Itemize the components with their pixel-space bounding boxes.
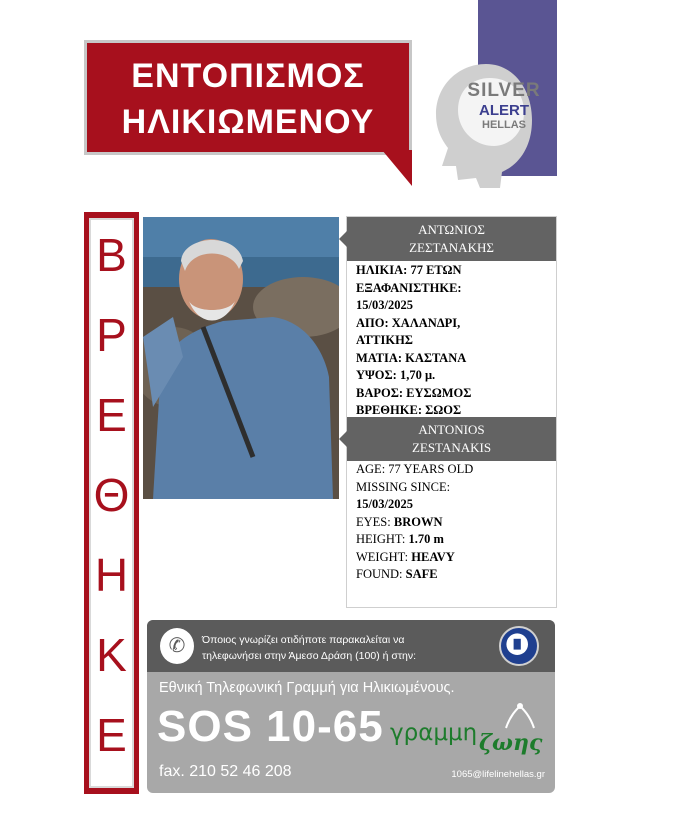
phone-icon: ✆ <box>160 628 194 664</box>
lifeline-logo-text-1: γραμμη <box>390 720 478 746</box>
english-details <box>356 461 552 584</box>
english-last-name: ZESTANAKIS <box>411 440 492 455</box>
english-age: AGE: 77 YEARS OLD <box>356 462 474 476</box>
eyes-value: BROWN <box>393 514 443 529</box>
name-bar-pointer <box>339 431 347 447</box>
found-value: SAFE <box>405 567 438 581</box>
greek-detail-line: ΜΑΤΙΑ: ΚΑΣΤΑΝΑ <box>356 350 467 365</box>
greek-detail-line: ΥΨΟΣ: 1,70 μ. <box>356 368 436 382</box>
title-banner <box>84 40 412 155</box>
found-letter: Β <box>96 229 127 281</box>
logo-alert-text: ALERT <box>479 102 529 119</box>
found-letter: Κ <box>96 629 127 681</box>
person-photo <box>143 217 339 499</box>
greek-detail-line: ΗΛΙΚΙΑ: 77 ΕΤΩΝ <box>356 263 462 277</box>
hotline-name: Εθνική Τηλεφωνική Γραμμή για Ηλικιωμένους. <box>159 680 455 696</box>
logo-silver-text: SILVER <box>467 80 541 101</box>
greek-detail-line: ΕΞΑΦΑΝΙΣΤΗΚΕ: <box>356 280 462 295</box>
english-height <box>356 531 552 549</box>
hotline-notice-bar <box>147 620 555 672</box>
english-missing-label: MISSING SINCE: <box>356 479 451 494</box>
height-label: HEIGHT: <box>356 532 409 546</box>
english-name-bar <box>347 417 556 461</box>
title-line-1: ΕΝΤΟΠΙΣΜΟΣ <box>131 57 365 95</box>
greek-name-bar <box>347 217 556 261</box>
found-label: FOUND: <box>356 567 406 581</box>
person-info-card <box>346 216 557 608</box>
greek-details <box>356 262 552 420</box>
greek-detail-line: ΑΠΟ: ΧΑΛΑΝΔΡΙ, <box>356 315 461 330</box>
notice-line-1: Όποιος γνωρίζει οτιδήποτε παρακαλείται να <box>202 634 405 646</box>
eyes-label: EYES: <box>356 514 394 529</box>
greek-last-name: ΖΕΣΤΑΝΑΚΗΣ <box>409 240 494 255</box>
greek-detail-line: 15/03/2025 <box>356 298 413 312</box>
found-letter: Ρ <box>96 309 127 361</box>
lifeline-logo-text-2: ζωης <box>479 730 543 756</box>
email-address: 1065@lifelinehellas.gr <box>451 769 545 780</box>
banner-tail <box>382 150 412 186</box>
found-status-bar <box>84 212 139 794</box>
logo-hellas-text: HELLAS <box>482 119 526 131</box>
height-value: 1.70 m <box>408 532 444 546</box>
greek-first-name: ΑΝΤΩΝΙΟΣ <box>418 222 485 237</box>
weight-value: HEAVY <box>411 549 455 564</box>
english-first-name: ANTONIOS <box>418 422 485 437</box>
title-line-2: ΗΛΙΚΙΩΜΕΝΟΥ <box>121 103 375 141</box>
weight-label: WEIGHT: <box>356 549 412 564</box>
english-weight <box>356 549 552 567</box>
greek-detail-line: ΒΑΡΟΣ: ΕΥΣΩΜΟΣ <box>356 385 472 400</box>
english-found <box>356 566 552 584</box>
found-letter: Θ <box>93 469 130 521</box>
silver-alert-wordmark <box>458 80 550 131</box>
name-bar-pointer <box>339 231 347 247</box>
found-letter: Ε <box>96 389 127 441</box>
sos-number: SOS 10-65 <box>157 702 384 751</box>
english-eyes <box>356 514 552 532</box>
hotline-panel <box>147 620 555 793</box>
greek-detail-line: ΑΤΤΙΚΗΣ <box>356 333 413 347</box>
greek-detail-line: ΒΡΕΘΗΚΕ: ΣΩΟΣ <box>356 403 462 417</box>
found-letter: Ε <box>96 709 127 761</box>
notice-line-2: τηλεφωνήσει στην Άμεσο Δράση (100) ή στην: <box>202 650 416 662</box>
found-letter: Η <box>94 549 129 601</box>
found-status-inner <box>89 218 134 788</box>
hotline-notice <box>202 632 442 664</box>
english-missing-date: 15/03/2025 <box>356 497 413 511</box>
fax-number: fax. 210 52 46 208 <box>159 763 292 780</box>
police-badge-icon <box>499 626 539 666</box>
hands-icon <box>500 698 540 738</box>
